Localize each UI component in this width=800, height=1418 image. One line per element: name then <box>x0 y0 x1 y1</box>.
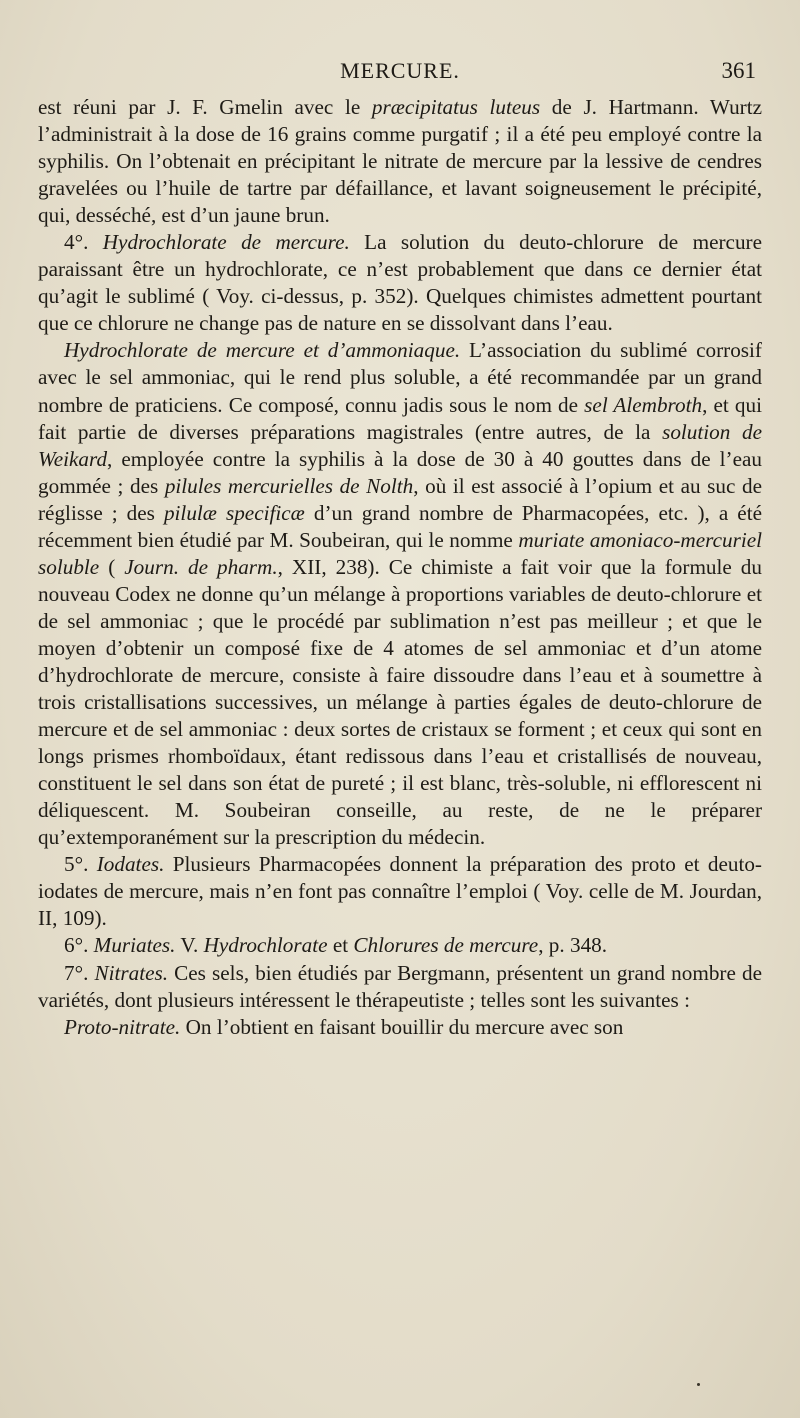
italic-text: Nitrates. <box>94 960 169 985</box>
text-run: , employée contre la syphilis à la dose de 30 à 40 gouttes dans de l’eau gommée ; des <box>38 446 762 498</box>
text-run: d’un grand nombre de Pharmacopées, etc. ), a été récemment bien étudié par M. Soubeiran, qui le nomme <box>38 500 762 552</box>
text-run: L’association du sublimé corrosif avec le sel ammoniac, qui le rend plus soluble, a été recommandée par un grand nombre de praticiens. Ce composé, connu jadis sous le nom de <box>38 338 762 417</box>
text-run: 5°. <box>64 852 97 877</box>
text-run: La solution du deuto-chlorure de mercure paraissant être un hydrochlorate, ce n’est probablement que dans ce dernier état qu’agit le sublimé ( Voy. ci-dessus, p. 352). Quelques chimistes admettent pourtant que ce chlorure ne change pas de nature en se dissolvant dans l’eau. <box>38 230 762 336</box>
text-run: , p. 348. <box>538 933 608 958</box>
italic-text: pilulæ specificæ <box>163 500 305 525</box>
italic-text: Journ. de pharm. <box>124 554 278 579</box>
italic-text: pilules mercurielles de Nolth <box>164 473 414 498</box>
page-number: 361 <box>721 58 756 83</box>
text-run: On l’obtient en faisant bouillir du mercure avec son <box>180 1014 624 1039</box>
running-title: MERCURE. <box>340 58 460 83</box>
italic-text: Iodates. <box>96 852 165 877</box>
paragraph <box>38 960 762 1014</box>
italic-text: Hydrochlorate <box>203 933 328 958</box>
text-run: Ces sels, bien étudiés par Bergmann, présentent un grand nombre de variétés, dont plusieurs intéressent le thérapeutiste ; telles sont les suivantes : <box>38 960 762 1012</box>
text-run: 6°. <box>64 933 94 958</box>
text-run: ( <box>99 554 125 579</box>
paragraph <box>38 1014 762 1041</box>
ink-speck <box>697 1383 700 1386</box>
text-run: et <box>327 933 354 958</box>
paragraph <box>38 851 762 932</box>
paragraph <box>38 229 762 337</box>
italic-text: Hydrochlorate de mercure et d’ammoniaque. <box>64 338 461 363</box>
italic-text: Muriates. <box>93 933 176 958</box>
paragraph <box>38 337 762 851</box>
italic-text: Hydrochlorate de mercure. <box>102 230 350 255</box>
paragraph <box>38 932 762 959</box>
paragraph <box>38 94 762 229</box>
italic-text: Chlorures de mercure <box>353 933 539 958</box>
text-run: , et qui fait partie de diverses préparations magistrales (entre autres, de la <box>38 392 762 444</box>
text-run: 7°. <box>64 960 95 985</box>
italic-text: Proto-nitrate. <box>64 1014 181 1039</box>
text-run: est réuni par J. F. Gmelin avec le <box>38 95 372 119</box>
italic-text: sel Alembroth <box>584 392 703 417</box>
text-run: , où il est associé à l’opium et au suc de réglisse ; des <box>38 473 762 525</box>
text-run: de J. Hartmann. Wurtz l’administrait à la dose de 16 grains comme purgatif ; il a été peu employé contre la syphilis. On l’obtenait en précipitant le nitrate de mercure par la lessive de cendres gravelées ou l’huile de tartre par défaillance, et lavant soigneusement le précipité, qui, desséché, est d’un jaune brun. <box>38 95 763 228</box>
running-head <box>38 54 762 94</box>
italic-text: præcipitatus luteus <box>371 95 541 119</box>
italic-text: solution de Weikard <box>38 419 762 471</box>
text-run: Plusieurs Pharmacopées donnent la préparation des proto et deuto-iodates de mercure, mais n’en font pas connaître l’emploi ( Voy. celle de M. Jourdan, II, 109). <box>38 852 762 931</box>
text-run: , XII, 238). Ce chimiste a fait voir que la formule du nouveau Codex ne donne qu’un mélange à proportions variables de deuto-chlorure et de sel ammoniac ; que le procédé par sublimation n’est pas meilleur ; et que le moyen d’obtenir un composé fixe de 4 atomes de sel ammoniac et d’un atome d’hydrochlorate de mercure, consiste à faire dissoudre dans l’eau et à soumettre à trois cristallisations successives, un mélange à parties égales de deuto-chlorure de mercure et de sel ammoniac : deux sortes de cristaux se forment ; et ceux qui sont en longs prismes rhomboïdaux, étant redissous dans l’eau et cristallisés de nouveau, constituent le sel dans son état de pureté ; il est blanc, très-soluble, ni efflorescent ni déliquescent. M. Soubeiran conseille, au reste, de ne le préparer qu’extemporanément sur la prescription du médecin. <box>38 554 762 850</box>
body-text <box>38 94 762 1041</box>
text-run: 4°. <box>64 230 103 255</box>
text-run: V. <box>175 933 204 958</box>
italic-text: muriate amoniaco-mercuriel soluble <box>38 527 762 579</box>
